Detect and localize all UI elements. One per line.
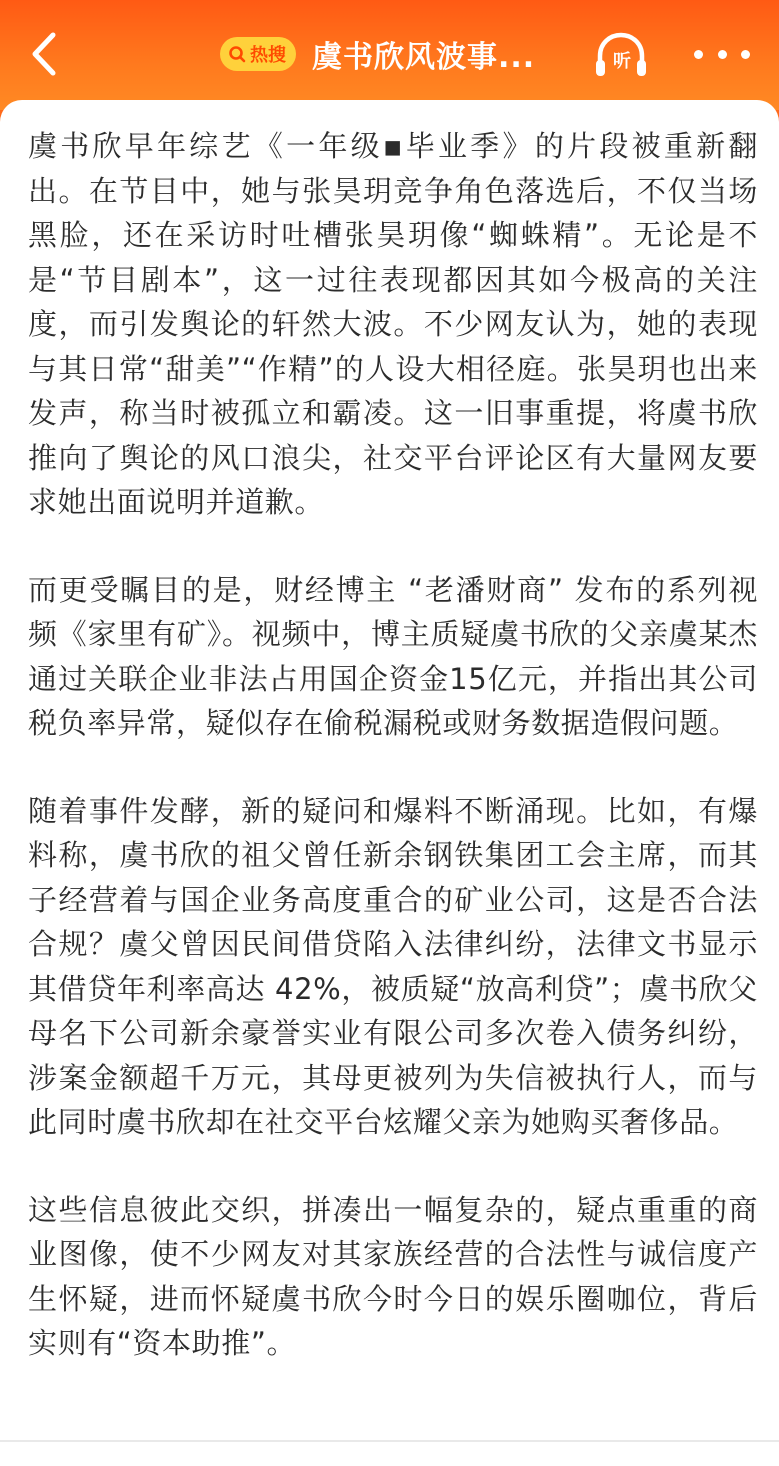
- article-body: [28, 124, 758, 1409]
- hot-search-label: 热搜: [250, 45, 286, 66]
- search-icon: [228, 45, 246, 63]
- listen-button[interactable]: [592, 30, 650, 82]
- article-paragraph: 而更受瞩目的是，财经博主 “老潘财商” 发布的系列视频《家里有矿》。视频中，博主质疑虞书欣的父亲虞某杰通过关联企业非法占用国企资金15亿元，并指出其公司税负率异常，疑似存在偷税漏税或财务数据造假问题。: [28, 572, 758, 740]
- article-card: [0, 100, 779, 1466]
- back-button[interactable]: [22, 26, 66, 82]
- chevron-left-icon: [29, 31, 59, 77]
- article-paragraph: 这些信息彼此交织，拼凑出一幅复杂的，疑点重重的商业图像，使不少网友对其家族经营的合法性与诚信度产生怀疑，进而怀疑虞书欣今时今日的娱乐圈咖位，背后实则有“资本助推”。: [28, 1192, 758, 1360]
- hot-search-badge[interactable]: [220, 37, 296, 71]
- article-paragraph: 随着事件发酵，新的疑问和爆料不断涌现。比如，有爆料称，虞书欣的祖父曾任新余钢铁集团工会主席，而其子经营着与国企业务高度重合的矿业公司，这是否合法合规？虞父曾因民间借贷陷入法律纠纷，法律文书显示其借贷年利率高达 42%，被质疑“放高利贷”；虞书欣父母名下公司新余豪誉实业有限公司多次卷入债务纠纷，涉案金额超千万元，其母更被列为失信被执行人，而与此同时虞书欣却在社交平台炫耀父亲为她购买奢侈品。: [28, 793, 758, 1139]
- article-paragraph: 虞书欣早年综艺《一年级▪毕业季》的片段被重新翻出。在节目中，她与张昊玥竞争角色落选后，不仅当场黑脸，还在采访时吐槽张昊玥像“蜘蛛精”。无论是不是“节目剧本”，这一过往表现都因其如今极高的关注度，而引发舆论的轩然大波。不少网友认为，她的表现与其日常“甜美”“作精”的人设大相径庭。张昊玥也出来发声，称当时被孤立和霸凌。这一旧事重提，将虞书欣推向了舆论的风口浪尖，社交平台评论区有大量网友要求她出面说明并道歉。: [28, 129, 758, 519]
- page-title: 虞书欣风波事...: [312, 40, 536, 75]
- top-nav-bar: [0, 0, 779, 110]
- more-dot-icon: [718, 50, 727, 59]
- more-dot-icon: [741, 50, 750, 59]
- divider: [0, 1440, 779, 1442]
- more-dot-icon: [694, 50, 703, 59]
- listen-label: 听: [613, 51, 631, 72]
- title-area: [220, 30, 535, 78]
- more-button[interactable]: [694, 36, 750, 72]
